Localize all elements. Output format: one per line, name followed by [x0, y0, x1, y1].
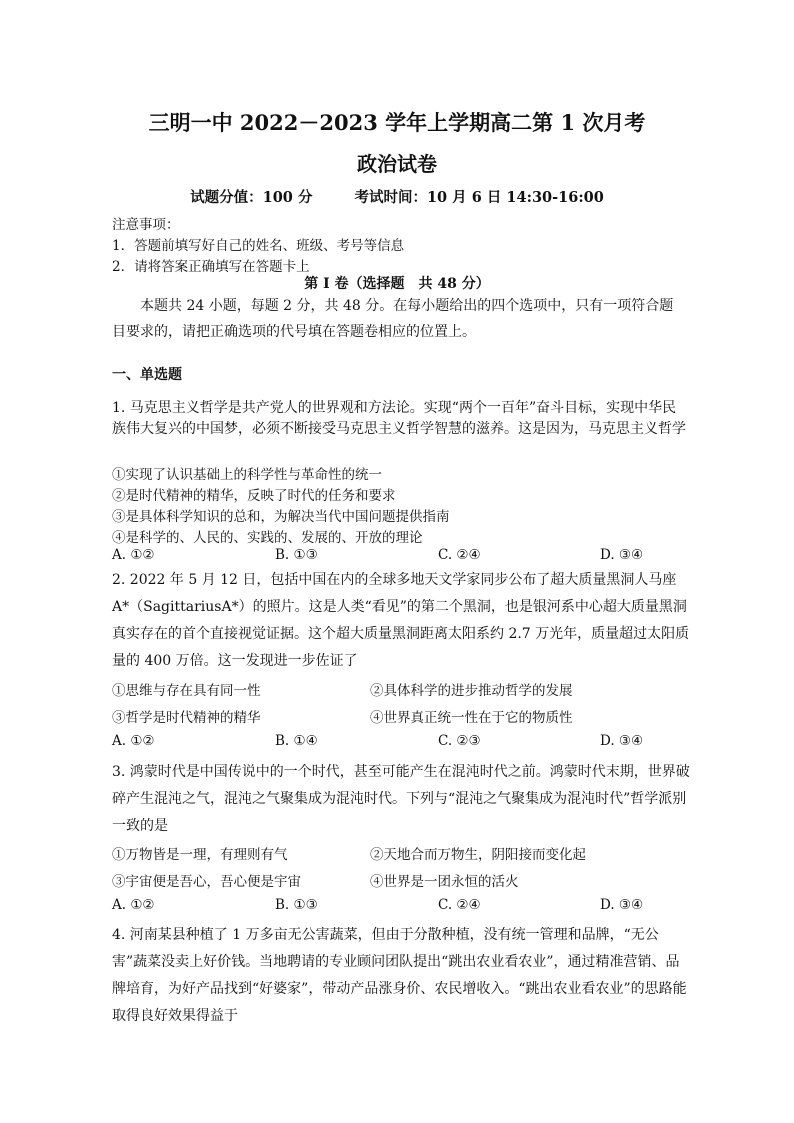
exam-subject: 政治试卷 [357, 152, 437, 176]
q1-statement-3: ③是具体科学知识的总和，为解决当代中国问题提供指南 [112, 509, 450, 525]
q3-statement-1: ①万物皆是一理，有理则有气 [112, 847, 288, 863]
note-item-2: 2．请将答案正确填写在答题卡上 [112, 259, 310, 275]
q2-statement-4: ④世界真正统一性在于它的物质性 [370, 710, 573, 726]
question-4-stem: 4. 河南某县种植了 1 万多亩无公害蔬菜，但由于分散种植，没有统一管理和品牌，“无公害”蔬菜没卖上好价钱。当地聘请的专业顾问团队提出“跳出农业看农业”，通过精准营销、品牌培育，为好产品找到“好婆家”，带动产品涨身价、农民增收入。“跳出农业看农业”的思路能取得良好效果得益于 [112, 927, 687, 1024]
q2-choice-c[interactable]: C. ②③ [438, 733, 481, 749]
q1-choice-d[interactable]: D. ③④ [600, 547, 644, 563]
q2-statement-3: ③哲学是时代精神的精华 [112, 710, 261, 726]
time-info: 考试时间：10 月 6 日 14:30-16:00 [354, 189, 604, 206]
q3-statement-3: ③宇宙便是吾心，吾心便是宇宙 [112, 874, 301, 890]
q1-statement-1: ①实现了认识基础上的科学性与革命性的统一 [112, 467, 382, 483]
q1-statement-2: ②是时代精神的精华，反映了时代的任务和要求 [112, 488, 396, 504]
section-heading: 一、单选题 [112, 367, 182, 383]
q3-choice-d[interactable]: D. ③④ [600, 897, 644, 913]
q1-statement-4: ④是科学的、人民的、实践的、发展的、开放的理论 [112, 530, 423, 546]
part1-title: 第 I 卷（选择题 共 48 分） [304, 276, 490, 292]
exam-title: 三明一中 2022－2023 学年上学期高二第 1 次月考 [148, 110, 646, 135]
exam-meta [0, 186, 794, 207]
q3-choice-b[interactable]: B. ①③ [275, 897, 318, 913]
score-info: 试题分值：100 分 [190, 189, 313, 206]
notes-heading: 注意事项： [112, 217, 180, 233]
q2-choice-b[interactable]: B. ①④ [275, 733, 318, 749]
question-2-stem: 2. 2022 年 5 月 12 日，包括中国在内的全球多地天文学家同步公布了超大质量黑洞人马座 A*（SagittariusA*）的照片。这是人类“看见”的第二个黑洞，也是银河系中心超大质量黑洞真实存在的首个直接视觉证据。这个超大质量黑洞距离太阳系约 2.7 万光年，质量超过太阳质量的 400 万倍。这一发现进一步佐证了 [112, 572, 690, 669]
q2-statement-2: ②具体科学的进步推动哲学的发展 [370, 683, 573, 699]
q3-statement-4: ④世界是一团永恒的活火 [370, 874, 519, 890]
q3-choice-c[interactable]: C. ②④ [438, 897, 481, 913]
q3-choice-a[interactable]: A. ①② [112, 897, 155, 913]
part1-instructions: 本题共 24 小题，每题 2 分，共 48 分。在每小题给出的四个选项中，只有一项符合题目要求的，请把正确选项的代号填在答题卷相应的位置上。 [112, 298, 674, 340]
q2-statement-1: ①思维与存在具有同一性 [112, 683, 261, 699]
q1-choice-b[interactable]: B. ①③ [275, 547, 318, 563]
question-3-stem: 3. 鸿蒙时代是中国传说中的一个时代，甚至可能产生在混沌时代之前。鸿蒙时代末期，世界破碎产生混沌之气，混沌之气聚集成为混沌时代。下列与“混沌之气聚集成为混沌时代”哲学派别一致的是 [112, 764, 690, 834]
note-item-1: 1．答题前填写好自己的姓名、班级、考号等信息 [112, 238, 405, 254]
q1-choice-c[interactable]: C. ②④ [438, 547, 481, 563]
q2-choice-d[interactable]: D. ③④ [600, 733, 644, 749]
q3-statement-2: ②天地合而万物生，阴阳接而变化起 [370, 847, 586, 863]
question-1-stem: 1. 马克思主义哲学是共产党人的世界观和方法论。实现“两个一百年”奋斗目标，实现中华民族伟大复兴的中国梦，必须不断接受马克思主义哲学智慧的滋养。这是因为，马克思主义哲学 [112, 400, 686, 437]
q1-choice-a[interactable]: A. ①② [112, 547, 155, 563]
q2-choice-a[interactable]: A. ①② [112, 733, 155, 749]
